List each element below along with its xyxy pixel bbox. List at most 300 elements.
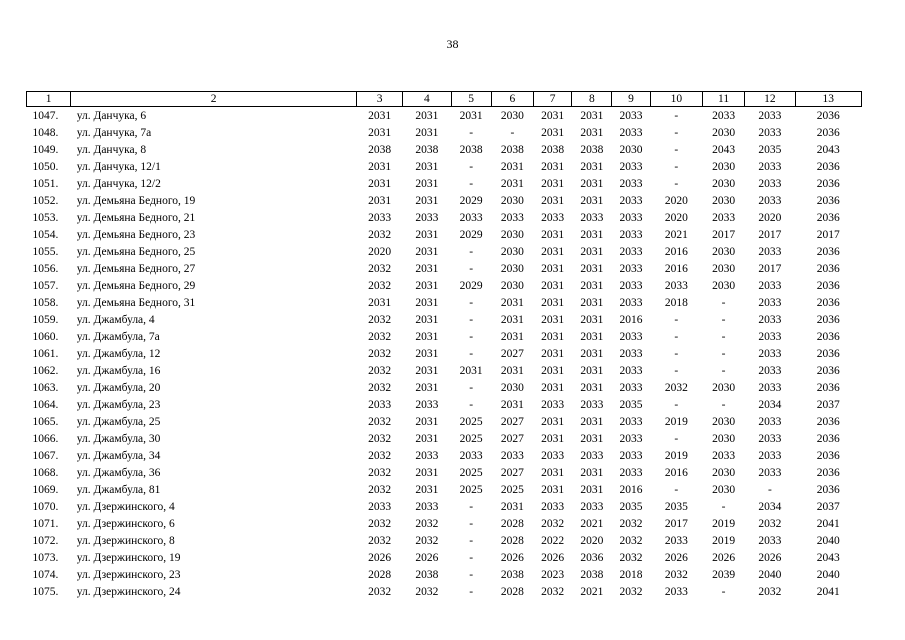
year-cell: 2033	[758, 466, 782, 479]
year-cell: 2031	[580, 347, 604, 360]
year-cell: 2031	[580, 109, 604, 122]
year-cell: -	[469, 160, 474, 173]
year-cell: 2038	[580, 568, 604, 581]
year-cell: -	[674, 126, 679, 139]
year-cell: 2032	[368, 313, 392, 326]
year-cell: 2033	[580, 449, 604, 462]
year-cell: 2033	[619, 449, 643, 462]
year-cell: 2028	[500, 534, 524, 547]
year-cell: 2032	[758, 585, 782, 598]
year-cell: 2030	[500, 228, 524, 241]
year-cell: -	[469, 347, 474, 360]
year-cell: 2032	[415, 534, 439, 547]
year-cell: -	[721, 313, 726, 326]
year-cell: 2031	[415, 415, 439, 428]
row-number-cell: 1048.	[32, 126, 59, 139]
header-cell: 12	[745, 92, 795, 107]
year-cell: -	[674, 483, 679, 496]
row-number-cell: 1063.	[32, 381, 59, 394]
year-cell: -	[469, 177, 474, 190]
year-cell: 2033	[758, 313, 782, 326]
year-cell: 2033	[758, 449, 782, 462]
year-cell: 2030	[500, 109, 524, 122]
year-cell: 2017	[816, 228, 840, 241]
year-cell: 2033	[619, 432, 643, 445]
header-cell: 1	[27, 92, 71, 107]
table-row	[27, 464, 862, 481]
year-cell: -	[674, 364, 679, 377]
year-cell: 2033	[758, 432, 782, 445]
table-row	[27, 498, 862, 515]
year-cell: 2025	[459, 415, 483, 428]
table-row	[27, 583, 862, 600]
year-cell: 2018	[664, 296, 688, 309]
year-cell: 2022	[541, 534, 565, 547]
year-cell: 2030	[500, 381, 524, 394]
year-cell: 2025	[459, 483, 483, 496]
year-cell: 2031	[541, 466, 565, 479]
year-cell: 2031	[415, 126, 439, 139]
table-row	[27, 447, 862, 464]
year-cell: 2031	[415, 160, 439, 173]
year-cell: 2033	[619, 466, 643, 479]
year-cell: 2030	[500, 279, 524, 292]
year-cell: 2033	[758, 177, 782, 190]
year-cell: 2031	[580, 483, 604, 496]
address-cell: ул. Демьяна Бедного, 25	[76, 245, 196, 258]
year-cell: 2021	[580, 585, 604, 598]
address-cell: ул. Дзержинского, 4	[76, 500, 175, 513]
year-cell: 2033	[664, 534, 688, 547]
address-cell: ул. Данчука, 12/1	[76, 160, 161, 173]
year-cell: 2030	[712, 279, 736, 292]
row-number-cell: 1053.	[32, 211, 59, 224]
year-cell: 2032	[368, 483, 392, 496]
table-row	[27, 549, 862, 566]
row-number-cell: 1051.	[32, 177, 59, 190]
year-cell: 2038	[459, 143, 483, 156]
address-cell: ул. Дзержинского, 8	[76, 534, 175, 547]
year-cell: 2033	[619, 415, 643, 428]
year-cell: 2025	[459, 432, 483, 445]
year-cell: 2031	[580, 364, 604, 377]
year-cell: 2033	[459, 449, 483, 462]
year-cell: 2033	[415, 500, 439, 513]
address-cell: ул. Джамбула, 23	[76, 398, 161, 411]
year-cell: 2032	[368, 432, 392, 445]
year-cell: 2033	[459, 211, 483, 224]
table-row	[27, 345, 862, 362]
year-cell: 2016	[619, 313, 643, 326]
address-cell: ул. Данчука, 8	[76, 143, 147, 156]
year-cell: 2033	[758, 279, 782, 292]
year-cell: 2031	[580, 245, 604, 258]
table-row	[27, 430, 862, 447]
table-row	[27, 379, 862, 396]
row-number-cell: 1071.	[32, 517, 59, 530]
year-cell: 2033	[619, 262, 643, 275]
year-cell: -	[469, 381, 474, 394]
year-cell: 2035	[619, 398, 643, 411]
year-cell: 2039	[712, 568, 736, 581]
year-cell: 2038	[500, 568, 524, 581]
year-cell: 2032	[368, 347, 392, 360]
year-cell: 2031	[580, 126, 604, 139]
year-cell: 2036	[816, 381, 840, 394]
year-cell: -	[469, 551, 474, 564]
year-cell: -	[469, 585, 474, 598]
year-cell: 2030	[712, 415, 736, 428]
year-cell: 2033	[758, 296, 782, 309]
year-cell: 2031	[500, 330, 524, 343]
year-cell: 2032	[368, 517, 392, 530]
address-cell: ул. Джамбула, 4	[76, 313, 155, 326]
year-cell: 2030	[500, 194, 524, 207]
year-cell: 2033	[580, 500, 604, 513]
year-cell: 2032	[541, 585, 565, 598]
year-cell: 2031	[580, 177, 604, 190]
year-cell: 2031	[541, 126, 565, 139]
year-cell: 2033	[712, 449, 736, 462]
year-cell: 2033	[758, 126, 782, 139]
year-cell: 2018	[619, 568, 643, 581]
table-row	[27, 328, 862, 345]
year-cell: 2029	[459, 228, 483, 241]
year-cell: 2031	[415, 296, 439, 309]
year-cell: 2036	[816, 466, 840, 479]
year-cell: 2019	[712, 517, 736, 530]
table-row	[27, 396, 862, 413]
year-cell: 2033	[541, 449, 565, 462]
year-cell: 2031	[368, 194, 392, 207]
year-cell: 2033	[500, 449, 524, 462]
year-cell: 2030	[712, 432, 736, 445]
year-cell: 2031	[541, 432, 565, 445]
year-cell: 2031	[580, 432, 604, 445]
header-cell: 3	[356, 92, 402, 107]
year-cell: 2032	[368, 279, 392, 292]
year-cell: 2036	[816, 449, 840, 462]
year-cell: -	[469, 568, 474, 581]
year-cell: 2031	[580, 228, 604, 241]
table-row	[27, 277, 862, 294]
header-cell: 9	[612, 92, 650, 107]
year-cell: 2037	[816, 398, 840, 411]
year-cell: 2033	[758, 347, 782, 360]
year-cell: 2030	[712, 466, 736, 479]
year-cell: -	[469, 126, 474, 139]
address-cell: ул. Демьяна Бедного, 21	[76, 211, 196, 224]
year-cell: -	[674, 398, 679, 411]
header-cell: 11	[702, 92, 744, 107]
year-cell: 2033	[619, 279, 643, 292]
address-cell: ул. Демьяна Бедного, 31	[76, 296, 196, 309]
year-cell: 2032	[368, 534, 392, 547]
year-cell: 2032	[664, 568, 688, 581]
year-cell: 2031	[368, 177, 392, 190]
address-cell: ул. Данчука, 7а	[76, 126, 152, 139]
year-cell: 2031	[368, 296, 392, 309]
table-row	[27, 311, 862, 328]
year-cell: 2020	[580, 534, 604, 547]
year-cell: 2031	[541, 296, 565, 309]
row-number-cell: 1058.	[32, 296, 59, 309]
year-cell: 2033	[415, 211, 439, 224]
year-cell: 2031	[541, 313, 565, 326]
year-cell: 2025	[459, 466, 483, 479]
year-cell: 2031	[541, 177, 565, 190]
year-cell: 2031	[459, 364, 483, 377]
year-cell: 2033	[758, 194, 782, 207]
year-cell: -	[721, 500, 726, 513]
year-cell: 2030	[712, 194, 736, 207]
year-cell: 2031	[580, 194, 604, 207]
year-cell: 2031	[580, 262, 604, 275]
year-cell: 2031	[415, 245, 439, 258]
table-row	[27, 243, 862, 260]
row-number-cell: 1049.	[32, 143, 59, 156]
table-row	[27, 362, 862, 379]
year-cell: 2036	[816, 109, 840, 122]
year-cell: 2033	[619, 296, 643, 309]
year-cell: 2031	[415, 347, 439, 360]
row-number-cell: 1075.	[32, 585, 59, 598]
year-cell: 2033	[541, 211, 565, 224]
year-cell: 2036	[816, 296, 840, 309]
year-cell: 2032	[368, 262, 392, 275]
year-cell: 2021	[580, 517, 604, 530]
year-cell: 2031	[580, 330, 604, 343]
year-cell: 2031	[541, 483, 565, 496]
year-cell: 2033	[758, 381, 782, 394]
year-cell: 2017	[758, 262, 782, 275]
year-cell: 2031	[415, 483, 439, 496]
year-cell: 2031	[500, 296, 524, 309]
table-header	[27, 92, 862, 107]
year-cell: 2028	[368, 568, 392, 581]
year-cell: 2033	[415, 449, 439, 462]
year-cell: 2031	[580, 160, 604, 173]
year-cell: 2030	[500, 245, 524, 258]
year-cell: 2031	[541, 330, 565, 343]
year-cell: 2036	[816, 432, 840, 445]
year-cell: 2026	[664, 551, 688, 564]
year-cell: 2033	[758, 330, 782, 343]
header-cell: 5	[451, 92, 491, 107]
address-cell: ул. Демьяна Бедного, 23	[76, 228, 196, 241]
row-number-cell: 1056.	[32, 262, 59, 275]
year-cell: 2030	[712, 126, 736, 139]
year-cell: 2030	[712, 177, 736, 190]
row-number-cell: 1064.	[32, 398, 59, 411]
year-cell: 2033	[500, 211, 524, 224]
year-cell: -	[510, 126, 515, 139]
year-cell: 2038	[415, 143, 439, 156]
table-row	[27, 158, 862, 175]
header-cell: 4	[403, 92, 451, 107]
address-cell: ул. Джамбула, 30	[76, 432, 161, 445]
row-number-cell: 1059.	[32, 313, 59, 326]
address-cell: ул. Дзержинского, 24	[76, 585, 181, 598]
year-cell: 2016	[664, 262, 688, 275]
address-cell: ул. Данчука, 12/2	[76, 177, 161, 190]
year-cell: 2031	[415, 177, 439, 190]
row-number-cell: 1065.	[32, 415, 59, 428]
row-number-cell: 1074.	[32, 568, 59, 581]
table-row	[27, 294, 862, 311]
year-cell: 2036	[816, 347, 840, 360]
table-row	[27, 141, 862, 158]
year-cell: 2030	[712, 483, 736, 496]
header-cell: 6	[491, 92, 533, 107]
year-cell: 2033	[664, 585, 688, 598]
year-cell: 2032	[368, 381, 392, 394]
year-cell: 2036	[816, 177, 840, 190]
year-cell: 2036	[816, 160, 840, 173]
year-cell: 2031	[580, 381, 604, 394]
year-cell: -	[767, 483, 772, 496]
year-cell: 2031	[500, 313, 524, 326]
year-cell: -	[674, 160, 679, 173]
year-cell: 2031	[415, 109, 439, 122]
year-cell: 2031	[541, 160, 565, 173]
year-cell: 2031	[368, 160, 392, 173]
address-cell: ул. Демьяна Бедного, 29	[76, 279, 196, 292]
year-cell: 2033	[758, 415, 782, 428]
year-cell: 2031	[541, 262, 565, 275]
table-row	[27, 124, 862, 141]
row-number-cell: 1047.	[32, 109, 59, 122]
year-cell: 2032	[368, 330, 392, 343]
year-cell: 2038	[500, 143, 524, 156]
year-cell: -	[721, 398, 726, 411]
year-cell: -	[469, 296, 474, 309]
year-cell: 2040	[758, 568, 782, 581]
year-cell: 2031	[541, 415, 565, 428]
year-cell: 2026	[368, 551, 392, 564]
year-cell: 2036	[816, 483, 840, 496]
year-cell: 2020	[368, 245, 392, 258]
year-cell: 2033	[368, 398, 392, 411]
year-cell: 2038	[541, 143, 565, 156]
year-cell: 2030	[712, 245, 736, 258]
year-cell: 2032	[415, 585, 439, 598]
year-cell: 2043	[816, 143, 840, 156]
year-cell: 2031	[500, 398, 524, 411]
year-cell: 2032	[619, 517, 643, 530]
year-cell: 2023	[541, 568, 565, 581]
year-cell: 2040	[816, 534, 840, 547]
table-row	[27, 515, 862, 532]
year-cell: 2026	[415, 551, 439, 564]
address-cell: ул. Дзержинского, 6	[76, 517, 175, 530]
year-cell: 2036	[816, 245, 840, 258]
year-cell: 2027	[500, 347, 524, 360]
year-cell: 2031	[415, 262, 439, 275]
header-row	[27, 92, 862, 107]
row-number-cell: 1061.	[32, 347, 59, 360]
year-cell: 2028	[500, 517, 524, 530]
year-cell: 2033	[541, 500, 565, 513]
year-cell: 2017	[758, 228, 782, 241]
year-cell: -	[674, 432, 679, 445]
year-cell: 2036	[816, 262, 840, 275]
address-cell: ул. Джамбула, 34	[76, 449, 161, 462]
year-cell: 2033	[368, 500, 392, 513]
address-cell: ул. Данчука, 6	[76, 109, 147, 122]
address-cell: ул. Демьяна Бедного, 19	[76, 194, 196, 207]
year-cell: -	[469, 245, 474, 258]
year-cell: 2033	[758, 534, 782, 547]
row-number-cell: 1066.	[32, 432, 59, 445]
year-cell: 2031	[368, 109, 392, 122]
year-cell: 2036	[816, 211, 840, 224]
year-cell: 2036	[816, 194, 840, 207]
year-cell: 2032	[415, 517, 439, 530]
year-cell: 2031	[580, 466, 604, 479]
year-cell: -	[469, 262, 474, 275]
table-row	[27, 107, 862, 125]
header-cell: 2	[71, 92, 357, 107]
year-cell: 2038	[580, 143, 604, 156]
row-number-cell: 1069.	[32, 483, 59, 496]
year-cell: 2031	[541, 279, 565, 292]
year-cell: 2033	[619, 126, 643, 139]
table-row	[27, 532, 862, 549]
address-cell: ул. Дзержинского, 19	[76, 551, 181, 564]
year-cell: 2033	[758, 160, 782, 173]
year-cell: 2033	[619, 364, 643, 377]
year-cell: 2016	[664, 466, 688, 479]
year-cell: 2033	[758, 245, 782, 258]
year-cell: 2036	[816, 279, 840, 292]
year-cell: 2033	[415, 398, 439, 411]
year-cell: -	[674, 330, 679, 343]
year-cell: 2017	[712, 228, 736, 241]
year-cell: 2034	[758, 398, 782, 411]
table-row	[27, 175, 862, 192]
row-number-cell: 1062.	[32, 364, 59, 377]
year-cell: 2033	[619, 177, 643, 190]
year-cell: 2027	[500, 432, 524, 445]
year-cell: 2033	[580, 398, 604, 411]
year-cell: 2031	[580, 296, 604, 309]
year-cell: 2032	[368, 466, 392, 479]
year-cell: -	[469, 398, 474, 411]
year-cell: 2033	[758, 109, 782, 122]
year-cell: 2032	[664, 381, 688, 394]
year-cell: -	[721, 364, 726, 377]
year-cell: 2033	[619, 109, 643, 122]
header-cell: 8	[572, 92, 612, 107]
year-cell: 2020	[664, 211, 688, 224]
table-row	[27, 209, 862, 226]
year-cell: 2033	[712, 109, 736, 122]
table-row	[27, 413, 862, 430]
page-number: 38	[446, 37, 459, 51]
year-cell: 2026	[500, 551, 524, 564]
year-cell: 2030	[712, 160, 736, 173]
year-cell: 2032	[619, 551, 643, 564]
year-cell: 2032	[368, 415, 392, 428]
row-number-cell: 1070.	[32, 500, 59, 513]
address-cell: ул. Джамбула, 20	[76, 381, 161, 394]
header-cell: 7	[533, 92, 571, 107]
year-cell: 2031	[415, 313, 439, 326]
year-cell: 2033	[619, 381, 643, 394]
year-cell: -	[469, 517, 474, 530]
row-number-cell: 1052.	[32, 194, 59, 207]
